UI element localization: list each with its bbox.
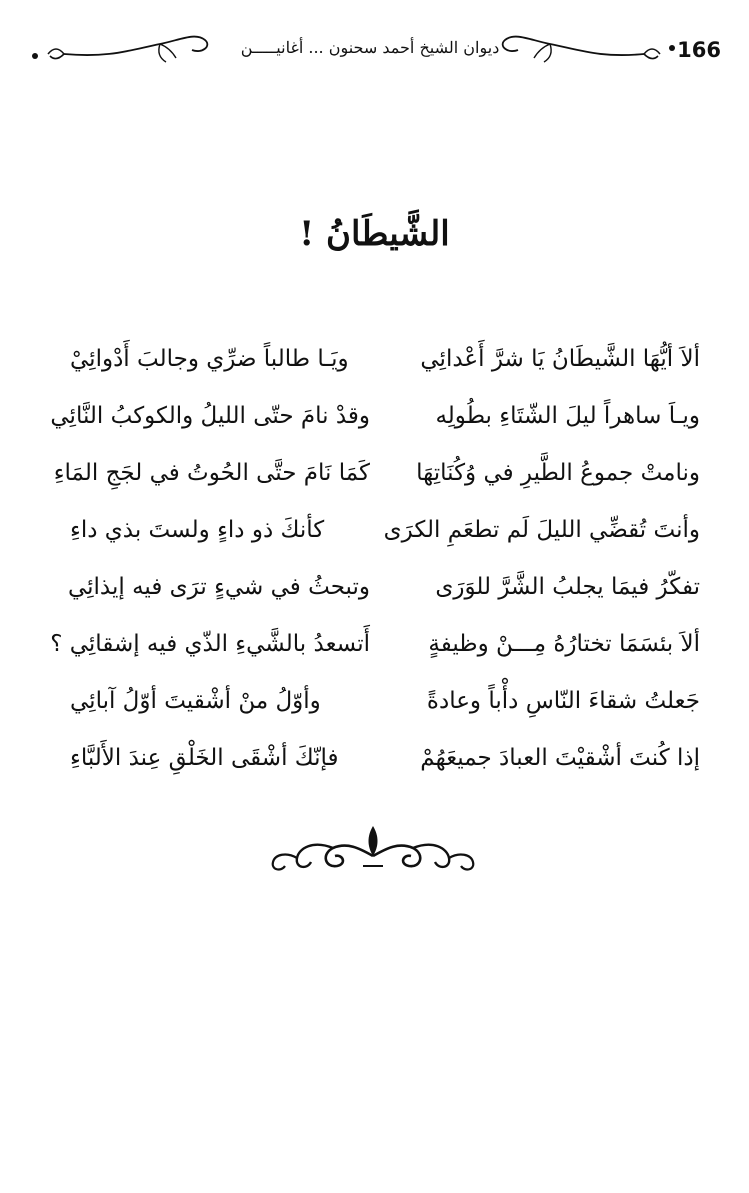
verse: [53, 444, 700, 501]
poem-body: [50, 330, 700, 786]
verse-first-hemistich: ألاَ بئسَمَا تختارُهُ مِـــنْ وظيفةٍ: [428, 630, 700, 657]
verse: [70, 672, 700, 729]
page-header: [20, 18, 729, 78]
verse-second-hemistich: فإنّكَ أشْقَى الخَلْقِ عِندَ الأَلبَّاءِ: [70, 744, 339, 771]
verse-first-hemistich: إذا كُنتَ أشْقيْتَ العبادَ جميعَهُمْ: [420, 744, 700, 771]
verse: [50, 615, 700, 672]
page-number: 166: [677, 38, 721, 62]
verse-second-hemistich: وأوّلُ منْ أشْقيتَ أوّلُ آبائِي: [70, 687, 321, 714]
verse-first-hemistich: تفكّرُ فيمَا يجلبُ الشَّرَّ للوَرَى: [435, 573, 700, 600]
verse: [67, 558, 700, 615]
verse-second-hemistich: كأنكَ ذو داءٍ ولستَ بذي داءِ: [70, 516, 325, 543]
verse-first-hemistich: ويـاَ ساهراً ليلَ الشّتَاءِ بطُولِه: [435, 402, 700, 429]
end-ornament-icon: [263, 822, 483, 878]
book-title: ديوان الشيخ أحمد سحنون ... أغانيـــــن: [240, 38, 500, 57]
verse: [70, 501, 700, 558]
verse-first-hemistich: ألاَ أيُّهَا الشَّيطَانُ يَا شرَّ أَعْدائِي: [420, 345, 700, 372]
verse: [70, 330, 700, 387]
poem-title: الشَّيطَانُ !: [299, 214, 450, 254]
verse-first-hemistich: وأنتَ تُقضِّي الليلَ لَم تطعَمِ الكرَى: [383, 516, 700, 543]
verse-second-hemistich: أَتسعدُ بالشَّيءِ الذّي فيه إشقائِي ؟: [50, 630, 370, 657]
verse: [50, 387, 700, 444]
verse-first-hemistich: جَعلتُ شقاءَ النّاسِ دأْباً وعادةً: [426, 687, 700, 714]
verse-first-hemistich: ونامتْ جموعُ الطَّيرِ في وُكُنَاتِهَا: [416, 459, 700, 486]
verse-second-hemistich: وتبحثُ في شيءٍ ترَى فيه إيذائِي: [67, 573, 370, 600]
verse-second-hemistich: كَمَا نَامَ حتَّى الحُوتُ في لجَجِ المَاءِ: [53, 459, 370, 486]
verse-second-hemistich: وقدْ نامَ حتّى الليلُ والكوكبُ النَّائِي: [50, 402, 370, 429]
verse: [70, 729, 700, 786]
verse-second-hemistich: ويَـا طالباً ضرِّي وجالبَ أَدْوائِيْ: [70, 345, 349, 372]
